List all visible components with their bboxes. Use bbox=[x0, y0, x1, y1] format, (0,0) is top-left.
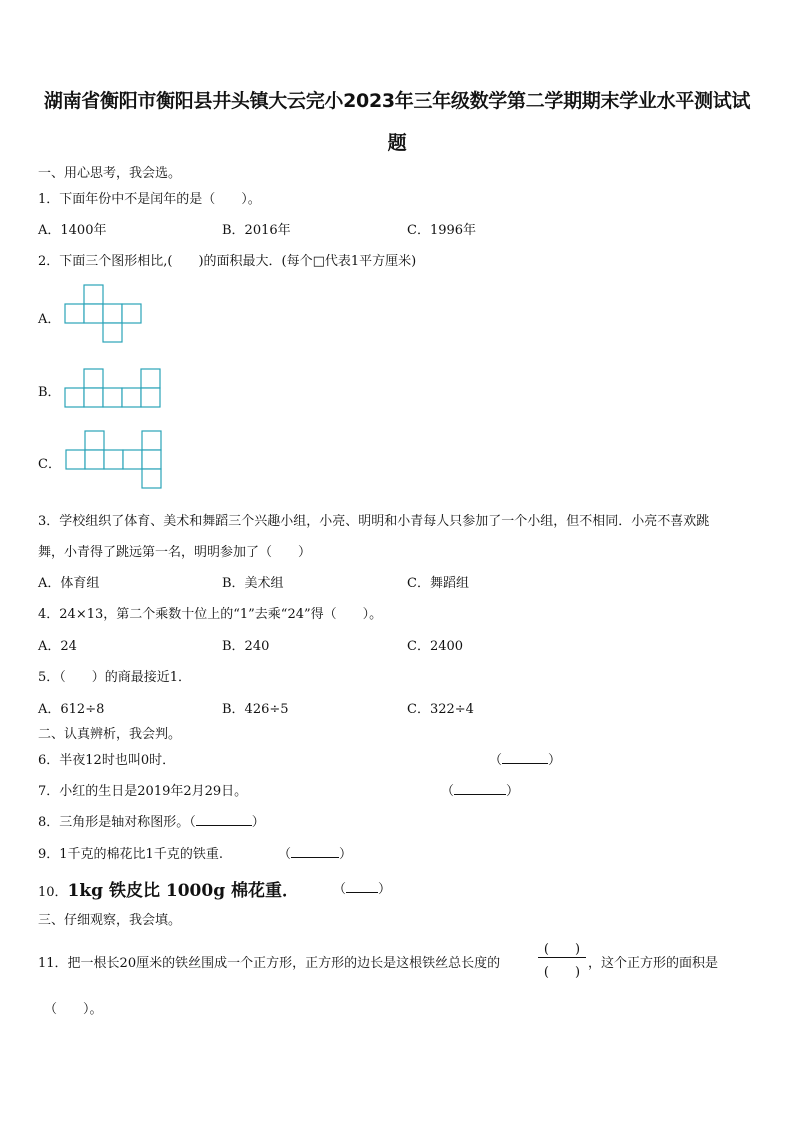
question-11-text-after: ，这个正方形的面积是 bbox=[588, 956, 719, 971]
q3-option-c: C．舞蹈组 bbox=[407, 576, 469, 591]
q2-option-b-label: B． bbox=[38, 385, 61, 400]
fraction-numerator: ( ) bbox=[543, 942, 581, 957]
fraction-bar bbox=[538, 957, 586, 958]
question-9: 9．1千克的棉花比1千克的铁重. bbox=[38, 847, 223, 862]
page-title: 湖南省衡阳市衡阳县井头镇大云完小2023年三年级数学第二学期期末学业水平测试试 bbox=[43, 90, 751, 112]
question-1: 1．下面年份中不是闰年的是（ ）。 bbox=[38, 192, 261, 207]
section-heading-3: 三、仔细观察，我会填。 bbox=[38, 913, 182, 928]
question-11-text: 11．把一根长20厘米的铁丝围成一个正方形，正方形的边长是这根铁丝总长度的 bbox=[38, 956, 501, 971]
q1-option-b: B．2016年 bbox=[222, 223, 291, 238]
q3-option-b: B．美术组 bbox=[222, 576, 284, 591]
section-heading-1: 一、用心思考，我会选。 bbox=[38, 166, 182, 181]
q5-option-b: B．426÷5 bbox=[222, 702, 289, 717]
q6-answer-blank[interactable]: （ ） bbox=[489, 753, 562, 768]
q2-figure-c bbox=[65, 430, 165, 490]
q2-option-c-label: C． bbox=[38, 457, 61, 472]
question-6: 6．半夜12时也叫0时． bbox=[38, 753, 176, 768]
q10-answer-blank[interactable]: （ ） bbox=[333, 882, 392, 897]
q1-option-a: A．1400年 bbox=[38, 223, 107, 238]
q11-answer-blank[interactable]: （ ）。 bbox=[44, 1002, 103, 1017]
page-title-continued: 题 bbox=[387, 132, 407, 154]
q2-option-a-label: A． bbox=[38, 312, 61, 327]
fraction-denominator: ( ) bbox=[543, 965, 581, 980]
q3-option-a: A．体育组 bbox=[38, 576, 100, 591]
question-4: 4．24×13，第二个乘数十位上的“1”去乘“24”得（ ）。 bbox=[38, 607, 383, 622]
question-8: 8．三角形是轴对称图形。（ ） bbox=[38, 815, 265, 830]
q2-figure-b bbox=[64, 368, 164, 410]
q2-figure-a bbox=[64, 284, 144, 344]
q5-option-a: A．612÷8 bbox=[38, 702, 105, 717]
q5-option-c: C．322÷4 bbox=[407, 702, 474, 717]
q4-option-a: A．24 bbox=[38, 639, 77, 654]
question-3-line-1: 3．学校组织了体育、美术和舞蹈三个兴趣小组，小亮、明明和小青每人只参加了一个小组，但不相同．小亮不喜欢跳 bbox=[38, 514, 710, 529]
q11-fraction-blank[interactable] bbox=[538, 938, 586, 982]
q9-answer-blank[interactable]: （ ） bbox=[278, 847, 353, 862]
q4-option-c: C．2400 bbox=[407, 639, 464, 654]
question-10: 10．1kg 铁皮比 1000g 棉花重． bbox=[38, 881, 299, 901]
q4-option-b: B．240 bbox=[222, 639, 270, 654]
q1-option-c: C．1996年 bbox=[407, 223, 477, 238]
question-3-line-2: 舞，小青得了跳远第一名，明明参加了（ ） bbox=[38, 545, 312, 560]
q7-answer-blank[interactable]: （ ） bbox=[441, 784, 520, 799]
question-7: 7．小红的生日是2019年2月29日。 bbox=[38, 784, 248, 799]
section-heading-2: 二、认真辨析，我会判。 bbox=[38, 727, 182, 742]
q8-answer-blank[interactable]: （ ） bbox=[189, 815, 265, 830]
question-5: 5．（ ）的商最接近1． bbox=[38, 670, 192, 685]
question-2: 2．下面三个图形相比,( )的面积最大．(每个□代表1平方厘米) bbox=[38, 254, 417, 269]
